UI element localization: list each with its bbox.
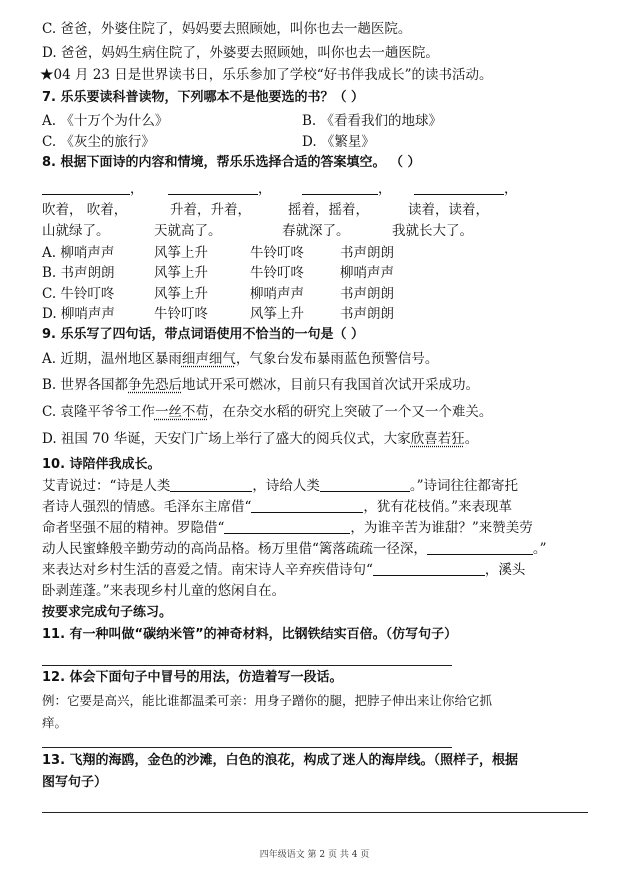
q8-option-b-3: 牛铃叮咚 [250, 265, 304, 281]
q8-option-c-1: C. 牛铃叮咚 [42, 286, 115, 302]
q7-option-d: D. 《繁星》 [302, 134, 375, 150]
q8-option-a-4: 书声朗朗 [340, 245, 394, 261]
q10-line4: 动人民蜜蜂般辛勤劳动的高尚品格。杨万里借“篱落疏疏一径深， 。” [42, 541, 547, 557]
q8-blank-3[interactable]: ， [302, 180, 392, 198]
dotted-word-a: 细声细气 [181, 351, 236, 367]
page-footer: 四年级语文 第 2 页 共 4 页 [259, 850, 370, 860]
dotted-word-c: 一丝不苟 [154, 404, 209, 420]
poem-line1-part3: 摇着，摇着， [288, 202, 369, 218]
q11-answer-line[interactable] [42, 665, 452, 666]
q12-example-line1: 例：它要是高兴，能比谁都温柔可亲：用身子蹭你的腿，把脖子伸出来让你给它抓 [42, 693, 493, 708]
poem-line2-part2: 天就高了。 [154, 223, 222, 239]
q10-line2: 者诗人强烈的情感。毛泽东主席借“ ，犹有花枝俏。”来表现革 [42, 499, 513, 515]
q8-option-a-1: A. 柳哨声声 [42, 245, 115, 261]
q13-stem-line1: 13. 飞翔的海鸥，金色的沙滩，白色的浪花，构成了迷人的海岸线。（照样子，根据 [42, 753, 519, 768]
q8-option-d-4: 书声朗朗 [340, 306, 394, 322]
q9-option-b: B. 世界各国都争先恐后地试开采可燃冰，目前只有我国首次试开采成功。 [42, 377, 480, 393]
q9-option-c: C. 袁隆平爷爷工作一丝不苟，在杂交水稻的研究上突破了一个又一个难关。 [42, 404, 493, 420]
q8-option-c-4: 书声朗朗 [340, 286, 394, 302]
poem-line1-part4: 读着，读着， [408, 202, 489, 218]
q12-answer-line[interactable] [42, 747, 452, 748]
q10-line5: 来表达对乡村生活的喜爱之情。南宋诗人辛弃疾借诗句“ ，溪头 [42, 562, 526, 578]
q6-option-d: D. 爸爸，妈妈生病住院了，外婆要去照顾她，叫你也去一趟医院。 [42, 45, 439, 61]
q8-blank-2[interactable]: ， [168, 180, 272, 198]
q10-blank-6[interactable] [373, 561, 485, 576]
poem-line1-part1: 吹着， 吹着， [42, 202, 128, 218]
q8-option-d-2: 牛铃叮咚 [154, 306, 208, 322]
q10-title: 10. 诗陪伴我成长。 [42, 457, 161, 472]
q8-stem: 8. 根据下面诗的内容和情境，帮乐乐选择合适的答案填空。 （ ） [42, 155, 421, 170]
q12-stem: 12. 体会下面句子中冒号的用法，仿造着写一段话。 [42, 670, 343, 685]
q13-stem-line2: 图写句子） [42, 775, 108, 790]
q9-option-d: D. 祖国 70 华诞，天安门广场上举行了盛大的阅兵仪式，大家欣喜若狂。 [42, 431, 479, 447]
q11-stem: 11. 有一种叫做“碳纳米管”的神奇材料，比钢铁结实百倍。（仿写句子） [42, 627, 458, 642]
q8-blank-4[interactable]: ， [414, 180, 518, 198]
q7-option-a: A. 《十万个为什么》 [42, 113, 169, 129]
reading-day-note: ★04 月 23 日是世界读书日，乐乐参加了学校“好书伴我成长”的读书活动。 [40, 67, 493, 83]
q12-example-line2: 痒。 [42, 715, 68, 730]
q8-option-d-3: 风筝上升 [250, 306, 304, 322]
section-heading: 按要求完成句子练习。 [42, 605, 173, 620]
q10-blank-5[interactable] [427, 540, 533, 555]
q6-option-c: C. 爸爸，外婆住院了，妈妈要去照顾她，叫你也去一趟医院。 [42, 21, 412, 37]
q10-line1: 艾青说过：“诗是人类 ，诗给人类 。”诗词往往都寄托 [42, 478, 519, 494]
q7-option-b: B. 《看看我们的地球》 [302, 113, 443, 129]
q8-option-c-3: 柳哨声声 [250, 286, 304, 302]
q8-option-c-2: 风筝上升 [154, 286, 208, 302]
q10-blank-2[interactable] [320, 477, 410, 492]
poem-line2-part1: 山就绿了。 [42, 223, 110, 239]
q8-option-b-4: 柳哨声声 [340, 265, 394, 281]
q10-blank-4[interactable] [224, 519, 350, 534]
q10-blank-3[interactable] [251, 498, 363, 513]
q7-stem: 7. 乐乐要读科普读物，下列哪本不是他要选的书？（ ） [42, 90, 365, 105]
q8-blank-1[interactable]: ， [42, 180, 144, 198]
q10-blank-1[interactable] [170, 477, 252, 492]
q8-option-d-1: D. 柳哨声声 [42, 306, 115, 322]
q8-option-a-2: 风筝上升 [154, 245, 208, 261]
dotted-word-b: 争先恐后 [128, 377, 183, 393]
q9-option-a: A. 近期，温州地区暴雨细声细气，气象台发布暴雨蓝色预警信号。 [42, 351, 439, 367]
q8-option-b-1: B. 书声朗朗 [42, 265, 115, 281]
q9-stem: 9. 乐乐写了四句话，带点词语使用不恰当的一句是（ ） [42, 327, 365, 342]
q8-option-b-2: 风筝上升 [154, 265, 208, 281]
poem-line2-part3: 春就深了。 [282, 223, 350, 239]
dotted-word-d: 欣喜若狂 [410, 431, 465, 447]
q8-option-a-3: 牛铃叮咚 [250, 245, 304, 261]
poem-line1-part2: 升着，升着， [170, 202, 251, 218]
q7-option-c: C. 《灰尘的旅行》 [42, 134, 155, 150]
q10-line3: 命者坚强不屈的精神。罗隐借“ ，为谁辛苦为谁甜？”来赞美劳 [42, 520, 533, 536]
q10-line6: 卧剥莲蓬。”来表现乡村儿童的悠闲自在。 [42, 583, 286, 599]
poem-line2-part4: 我就长大了。 [392, 223, 473, 239]
q13-answer-line[interactable] [42, 812, 588, 813]
